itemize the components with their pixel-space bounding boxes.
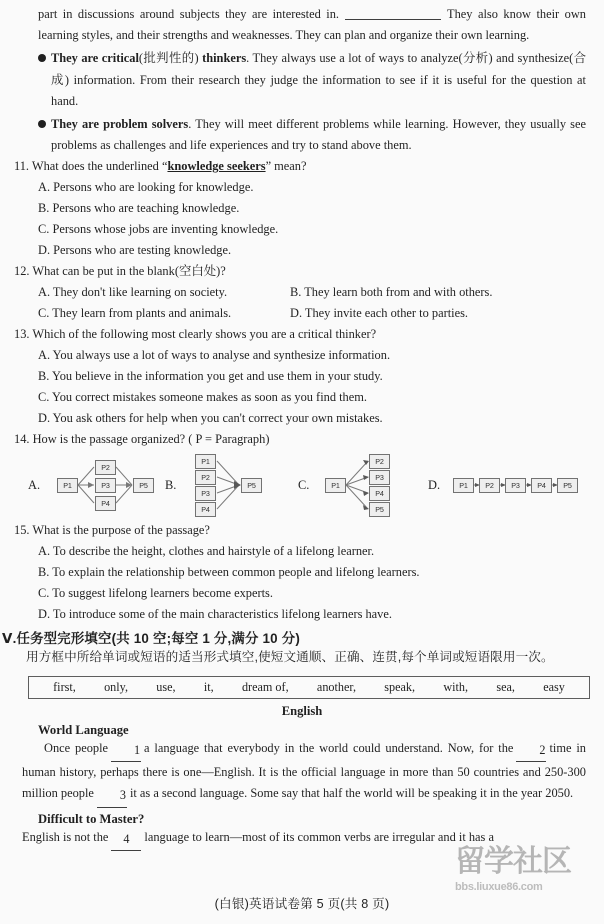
- question-12-number: 12.: [14, 264, 30, 279]
- option-d[interactable]: D. You ask others for help when you can't correct your own mistakes.: [38, 411, 383, 426]
- question-13-stem: [10, 324, 590, 345]
- option-b[interactable]: B. You believe in the information you get and use them in your study.: [38, 369, 383, 384]
- diagram-node: P1: [57, 478, 78, 493]
- passage-intro-before-blank: part in discussions around subjects they are interested in.: [38, 7, 340, 21]
- option-b[interactable]: B. To explain the relationship between common people and lifelong learners.: [38, 565, 420, 580]
- cloze-subheading-world-language: World Language: [38, 722, 129, 737]
- word-bank-item[interactable]: it,: [203, 679, 214, 694]
- bullet-text-critical: . They always use a lot of ways to analyze(分析) and synthesize(合成) information. From their research they judge the information to see if it is useful for the question at hand.: [51, 51, 586, 108]
- diagram-node: P2: [479, 478, 500, 493]
- reading-passage: [0, 0, 604, 156]
- cloze-blank-3[interactable]: 3: [97, 785, 127, 807]
- cloze-text-1b: a language that everybody in the world could understand. Now, for the: [144, 740, 514, 755]
- passage-intro-after-blank: They also know their own learning styles, and their strengths and weaknesses. They can plan and organize their own learning.: [38, 7, 586, 43]
- diagram-node: P2: [95, 460, 116, 475]
- cloze-title: English: [281, 703, 323, 718]
- question-11: [10, 156, 590, 261]
- question-15-stem-text: What is the purpose of the passage?: [32, 523, 210, 538]
- diagram-c-connectors: [298, 452, 418, 520]
- question-15-number: 15.: [14, 523, 30, 538]
- option-c[interactable]: C. To suggest lifelong learners become experts.: [38, 586, 273, 601]
- question-14-stem-text: How is the passage organized? ( P = Paragraph): [32, 432, 270, 447]
- question-list: [0, 156, 604, 625]
- word-bank-item[interactable]: use,: [156, 679, 176, 694]
- option-row: [38, 282, 590, 303]
- bullet-item-critical-thinkers: [38, 48, 586, 112]
- option-a[interactable]: A. They don't like learning on society.: [38, 285, 228, 300]
- cloze-subheading-difficult-to-master: Difficult to Master?: [38, 811, 145, 826]
- diagram-node: P2: [195, 470, 216, 485]
- question-11-number: 11.: [14, 159, 30, 174]
- bullet-gloss-critical: (批判性的): [138, 51, 199, 66]
- option-a[interactable]: A. Persons who are looking for knowledge.: [38, 180, 254, 195]
- question-11-options: [10, 177, 590, 261]
- option-b[interactable]: B. Persons who are teaching knowledge.: [38, 201, 240, 216]
- cloze-paragraph-2: [22, 827, 586, 851]
- diagram-option-a-letter: A.: [28, 478, 41, 493]
- passage-intro-paragraph: [38, 4, 586, 46]
- diagram-option-d-letter: D.: [428, 478, 441, 493]
- diagram-node: P3: [369, 470, 390, 485]
- word-bank-item[interactable]: sea,: [496, 679, 515, 694]
- diagram-option-c[interactable]: [298, 452, 418, 520]
- question-12: [10, 261, 590, 324]
- question-15-options: [10, 541, 590, 625]
- diagram-b-connectors: [165, 452, 285, 520]
- question-14: [10, 429, 590, 520]
- bullet-dot-icon: [38, 54, 46, 62]
- diagram-node: P5: [369, 502, 390, 517]
- cloze-paragraph-1: [22, 738, 586, 808]
- cloze-text-1a: Once people: [44, 740, 109, 755]
- bullet-item-problem-solvers: [38, 114, 586, 156]
- option-c[interactable]: C. You correct mistakes someone makes as soon as you find them.: [38, 390, 367, 405]
- bullet-lead-critical: They are critical: [51, 51, 139, 66]
- option-c[interactable]: C. Persons whose jobs are inventing knowledge.: [38, 222, 279, 237]
- section-5-heading: Ⅴ.任务型完形填空(共 10 空;每空 1 分,满分 10 分): [2, 631, 300, 647]
- diagram-node: P2: [369, 454, 390, 469]
- question-12-options: [10, 282, 590, 324]
- diagram-node: P3: [195, 486, 216, 501]
- question-12-stem: [10, 261, 590, 282]
- option-a[interactable]: A. You always use a lot of ways to analyse and synthesize information.: [38, 348, 391, 363]
- diagram-option-a[interactable]: [28, 452, 168, 520]
- question-11-stem-post: ” mean?: [265, 159, 307, 174]
- cloze-passage-1: [0, 738, 604, 808]
- bullet-dot-icon: [38, 120, 46, 128]
- word-bank-list: [29, 680, 589, 695]
- passage-gap-blank: [345, 19, 441, 20]
- question-14-number: 14.: [14, 432, 30, 447]
- question-15-stem: [10, 520, 590, 541]
- diagram-node: P1: [453, 478, 474, 493]
- page-footer: (白银)英语试卷第 5 页(共 8 页): [214, 897, 390, 911]
- question-13-stem-text: Which of the following most clearly shows you are a critical thinker?: [32, 327, 377, 342]
- bullet-text-problem: . They will meet different problems while learning. However, they usually see problems as challenges and life experiences and try to stand above them.: [51, 117, 586, 153]
- option-a[interactable]: A. To describe the height, clothes and hairstyle of a lifelong learner.: [38, 544, 375, 559]
- word-bank-item[interactable]: speak,: [384, 679, 416, 694]
- bullet-lead-problem: They are problem solvers: [51, 117, 189, 132]
- question-15: [10, 520, 590, 625]
- cloze-blank-2[interactable]: 2: [516, 740, 546, 762]
- option-b[interactable]: B. They learn both from and with others.: [290, 285, 493, 300]
- question-13-number: 13.: [14, 327, 30, 342]
- diagram-node: P3: [505, 478, 526, 493]
- section-5-instruction-line2: 用一次。: [502, 650, 554, 665]
- diagram-option-d[interactable]: [428, 452, 588, 520]
- word-bank-item[interactable]: easy: [543, 679, 565, 694]
- watermark-url: bbs.liuxue86.com: [455, 881, 543, 893]
- cloze-passage-2: [0, 827, 604, 851]
- diagram-option-b-letter: B.: [165, 478, 177, 493]
- diagram-node: P4: [195, 502, 216, 517]
- question-13-options: [10, 345, 590, 429]
- diagram-option-c-letter: C.: [298, 478, 310, 493]
- question-14-diagram-options: [10, 452, 590, 520]
- diagram-node: P1: [325, 478, 346, 493]
- cloze-blank-4[interactable]: 4: [111, 829, 141, 851]
- diagram-node: P4: [531, 478, 552, 493]
- cloze-text-2a: English is not the: [22, 829, 109, 844]
- option-d[interactable]: D. Persons who are testing knowledge.: [38, 243, 232, 258]
- word-bank-box: [28, 676, 590, 699]
- diagram-node: P4: [95, 496, 116, 511]
- question-13: [10, 324, 590, 429]
- diagram-node: P5: [133, 478, 154, 493]
- cloze-blank-1[interactable]: 1: [111, 740, 141, 762]
- bullet-lead-tail-critical: thinkers: [202, 51, 247, 66]
- cloze-text-2b: language to learn—most of its common verbs are irregular and it has a: [144, 829, 494, 844]
- diagram-node: P4: [369, 486, 390, 501]
- option-d[interactable]: D. They invite each other to parties.: [290, 306, 469, 321]
- question-14-stem: [10, 429, 590, 450]
- option-row: [38, 303, 590, 324]
- word-bank-item[interactable]: dream of,: [241, 679, 289, 694]
- question-11-stem: [10, 156, 590, 177]
- diagram-option-b[interactable]: [165, 452, 285, 520]
- option-d[interactable]: D. To introduce some of the main characteristics lifelong learners have.: [38, 607, 392, 622]
- section-5-instruction: [0, 647, 604, 669]
- question-12-stem-text: What can be put in the blank(空白处)?: [32, 264, 226, 279]
- watermark-text: 留学社区: [455, 844, 571, 879]
- word-bank-item[interactable]: another,: [316, 679, 357, 694]
- section-5: [0, 628, 604, 850]
- cloze-text-1d: it as a second language. Some say that half the world will be speaking it in the year 2050.: [129, 786, 574, 801]
- diagram-node: P1: [195, 454, 216, 469]
- diagram-node: P5: [557, 478, 578, 493]
- question-11-underlined-phrase: knowledge seekers: [167, 159, 266, 174]
- cloze-text-1c: time in human history, perhaps there is one—English. It is the official language in more than 50 countries and 250-300 million people: [22, 740, 586, 801]
- question-11-stem-pre: What does the underlined “: [31, 159, 168, 174]
- word-bank-item[interactable]: with,: [443, 679, 469, 694]
- section-5-instruction-line1: 用方框中所给单词或短语的适当形式填空,使短文通顺、正确、连贯,每个单词或短语限: [26, 650, 503, 665]
- word-bank-item[interactable]: only,: [104, 679, 129, 694]
- word-bank-item[interactable]: first,: [53, 679, 76, 694]
- option-c[interactable]: C. They learn from plants and animals.: [38, 306, 232, 321]
- diagram-node: P3: [95, 478, 116, 493]
- diagram-node: P5: [241, 478, 262, 493]
